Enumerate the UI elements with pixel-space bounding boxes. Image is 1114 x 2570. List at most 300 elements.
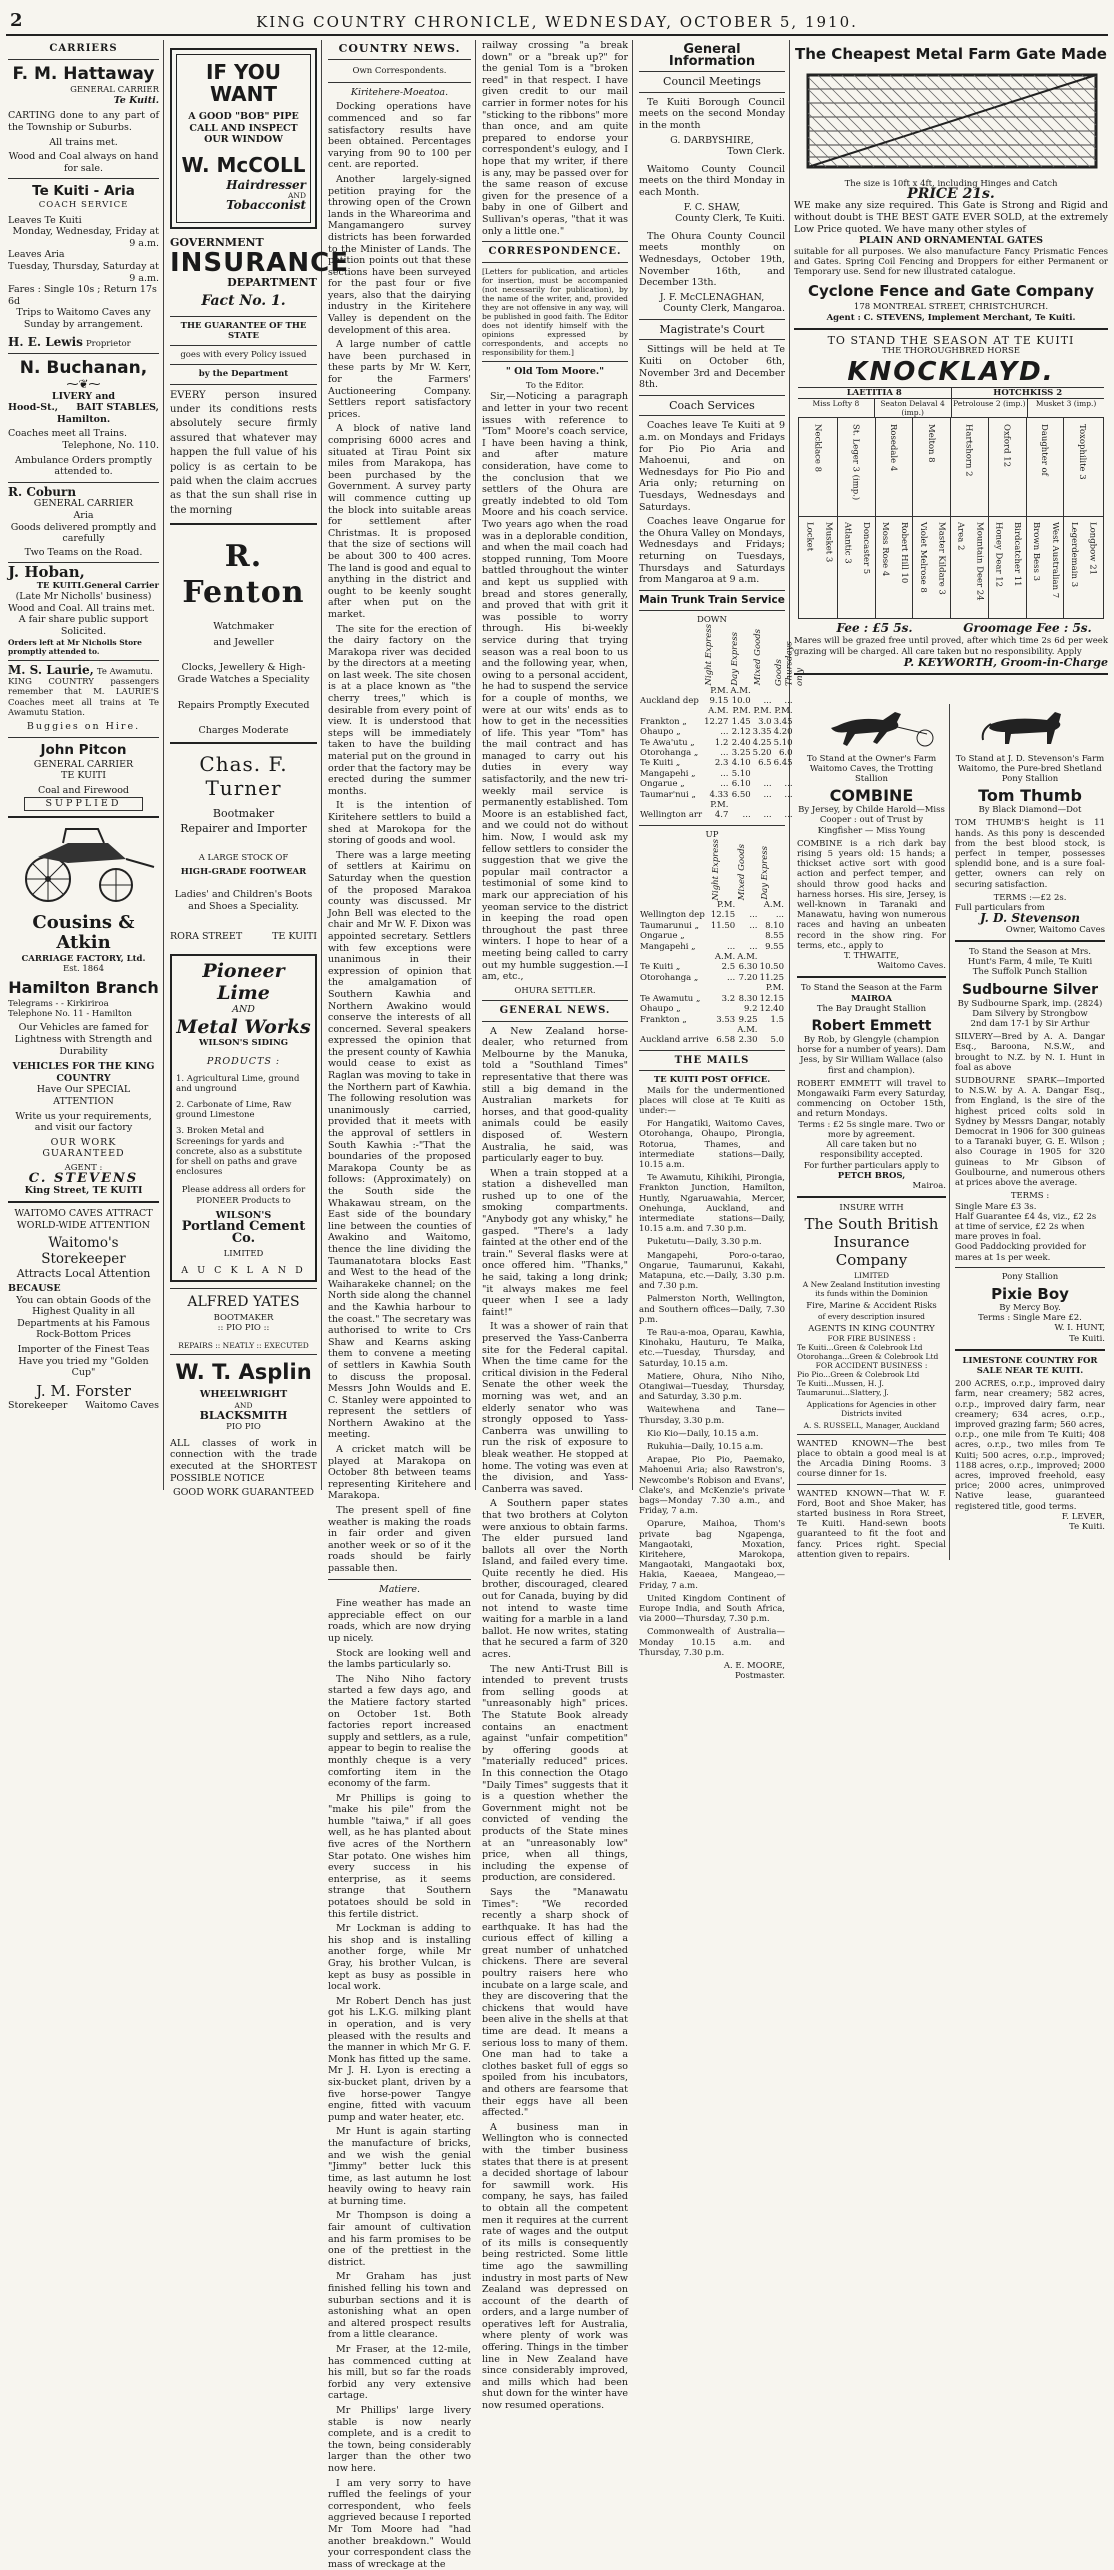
timetable-time: ... <box>775 910 784 921</box>
thumb-line: Full particulars from <box>955 903 1045 914</box>
page-number: 2 <box>10 10 23 31</box>
cousins-agent-label: AGENT : <box>64 1162 103 1173</box>
timetable-station <box>639 706 703 716</box>
sbritish-agent: Te Kuiti...Mussen, H. J. <box>797 1378 884 1388</box>
lime-line: WILSON'S SIDING <box>198 1037 288 1048</box>
timetable-col-header: Mixed Goods <box>752 629 763 686</box>
timetable-time: 12.40 <box>759 1004 784 1015</box>
hattaway-trains: All trains met. <box>49 136 118 148</box>
column-gate-and-stallions <box>792 40 1110 1560</box>
letter-signature: OHURA SETTLER. <box>514 985 596 996</box>
fenton-name: R. Fenton <box>182 539 305 611</box>
tom-thumb-name: Tom Thumb <box>978 786 1082 806</box>
timetable-time: 6.0 <box>779 747 793 758</box>
insurance-text: EVERY person insured under its conditions rests absolutely secure firmly assured that whatever may happen the full value of his policy is as certain to be paid when the claim accrues as that the sun shall rise in the morning <box>170 389 317 516</box>
timetable-time: 6.45 <box>773 758 793 769</box>
emmett-pedigree: By Rob, by Glengyle (champion horse for a number of years). Dam Jess, by Sir William Wallace (also first and champion). <box>797 1035 946 1076</box>
timetable-time: A.M. <box>708 706 729 717</box>
article-paragraph: Mr Phillips' large livery stable is now nearly complete, and is a credit to the town, being considerably larger than the other two now here. <box>328 2404 471 2474</box>
post-office-heading: TE KUITI POST OFFICE. <box>653 1075 771 1086</box>
coburn-line: GENERAL CARRIER <box>33 498 134 510</box>
column-carriers <box>4 40 164 1490</box>
timetable-time: P.M. <box>732 706 751 717</box>
timetable-station: Otorohanga „ <box>640 972 699 983</box>
turner-street: RORA STREET <box>170 930 243 942</box>
mccoll-line: IF YOU WANT <box>205 60 282 106</box>
fenton-line: Repairs Promptly Executed <box>177 699 310 711</box>
gate-text: WE make any size required. This Gate is Strong and Rigid and without doubt is THE BEST GATE EVER SOLD, at the extremely Low Price quoted. We have many other styles of <box>794 200 1108 235</box>
timetable-time: 3.45 <box>773 716 793 727</box>
waitomo-teas: Importer of the Finest Teas <box>17 1344 150 1356</box>
limestone-text: 200 ACRES, o.r.p., improved dairy farm, near creamery; 582 acres, o.r.p., improved dairy farm, near creamery; 634 acres, o.r.p., improved grazing farm; 560 acres, o.r.p., one mile from Te Kuiti; 408 acres, o.r.p., two miles from Te Kuiti; 500 acres, o.r.p., improved; 1188 acres, o.r.p., improved; 2000 acres, improved freehold, easy price; 2000 acres, unimproved Native lease, guaranteed registered title, good terms. <box>955 1379 1105 1512</box>
timetable-row <box>639 931 785 941</box>
mccoll-ad <box>170 48 317 229</box>
lime-cement: Portland Cement Co. <box>181 1219 306 1246</box>
aria-line: Leaves Te Kuiti <box>8 214 82 226</box>
pedigree-cell: Petrolouse 2 (imp.) <box>952 399 1029 417</box>
timetable-time: 11.25 <box>759 972 784 983</box>
waitomo-line: WAITOMO CAVES ATTRACT WORLD-WIDE ATTENTION <box>14 1208 153 1231</box>
timetable-time <box>752 769 773 779</box>
pedigree-cell: Seaton Delaval 4 (imp.) <box>875 399 952 417</box>
timetable-row <box>639 758 794 768</box>
aria-coach-name: Te Kuiti - Aria <box>32 183 135 200</box>
gate-caption: The size is 10ft x 4ft, including Hinges and Catch <box>844 178 1058 189</box>
timetable-time: ... <box>784 810 793 821</box>
up-heading: UP <box>705 829 719 840</box>
timetable-station: Te Awamutu „ <box>640 993 701 1004</box>
asplin-place: PIO PIO <box>226 1421 261 1432</box>
article-paragraph: Mr Hunt is again starting the manufacture of bricks, and we wish the genial "Jimmy" better luck this time, as last autumn he lost heavily owing to heavy rain at burning time. <box>328 2126 471 2207</box>
pitcon-line: GENERAL CARRIER <box>33 758 134 770</box>
council-text: The Ohura County Council meets monthly on Wednesdays, October 19th, November 16th, and December 13th. <box>639 230 785 289</box>
main-trunk-heading: Main Trunk Train Service <box>639 593 785 606</box>
timetable-station: Mangapehi „ <box>640 768 696 779</box>
article-paragraph: The Niho Niho factory started a few days ago, and the Matiere factory started on October 1st. Both factories report increased supply and settlers, as a rule, appear to begin to realise the monthly cheque is a very comforting item in the economy of the farm. <box>328 1673 471 1790</box>
pixie-line: By Mercy Boy. <box>999 1302 1061 1313</box>
timetable-station: Wellington arr <box>640 810 703 821</box>
hattaway-text: CARTING done to any part of the Township or Suburbs. <box>8 110 159 133</box>
timetable-time: 3.25 <box>731 747 751 758</box>
left-sub-column <box>794 704 950 1560</box>
timetable-col-header: Goods Thursdays only <box>773 640 805 686</box>
timetable-time: 1.5 <box>770 1014 784 1025</box>
emmett-care: All care taken but no responsibility accepted. <box>820 1140 923 1161</box>
laurie-name: M. S. Laurie, <box>8 662 94 677</box>
emmett-line: To Stand the Season at the Farm <box>800 983 943 994</box>
timetable-time: ... <box>763 789 772 800</box>
mccoll-line: CALL AND INSPECT <box>189 122 298 134</box>
thumb-terms: TERMS :—£2 2s. <box>993 892 1067 903</box>
pedigree-great-grandparent: Honey Dear 12 <box>993 521 1004 587</box>
timetable-row <box>639 800 794 810</box>
timetable-time: ... <box>727 941 736 952</box>
mail-entry: Rukuhia—Daily, 10.15 a.m. <box>647 1442 764 1453</box>
column-advertisements <box>166 40 350 1499</box>
pedigree-great-grandparent: West Australian 7 <box>1049 521 1060 598</box>
timetable-time: 5.0 <box>770 1035 784 1046</box>
pitcon-supplied: SUPPLIED <box>24 797 143 811</box>
pedigree-grandparent: Necklace 8 <box>812 423 823 472</box>
waitomo-line: Attracts Local Attention <box>16 1267 151 1281</box>
sudbourne-terms: TERMS : <box>1010 1191 1050 1202</box>
pedigree-great-grandparent: Legerdemain 3 <box>1068 521 1079 587</box>
asplin-line: BLACKSMITH <box>199 1408 288 1422</box>
laurie-text: KING COUNTRY passengers remember that M. LAURIE'S Coaches meet all trains at Te Awamutu Station. <box>8 677 159 718</box>
sbritish-line: A New Zealand Institution investing its funds within the Dominion <box>802 1280 941 1299</box>
mccoll-line: Tobacconist <box>226 198 306 213</box>
gate-price: PRICE 21s. <box>907 185 995 202</box>
thwaite-place: Waitomo Caves. <box>877 961 946 972</box>
timetable-time <box>729 800 751 810</box>
timetable-station: Mangapehi „ <box>640 941 696 952</box>
buggy-illustration <box>8 823 158 905</box>
lime-line: LIMITED <box>223 1248 264 1259</box>
timetable-time <box>773 686 794 696</box>
coach-text: Coaches leave Ongarue for the Ohura Valley on Mondays, Wednesdays and Fridays; returning on Tuesdays, Thursdays and Saturdays from Mangaroa at 9 a.m. <box>639 516 785 586</box>
pedigree-grandparent: Rosedale 4 <box>888 423 899 472</box>
timetable-time: A.M. <box>737 1024 758 1035</box>
mail-entry: Mails for the undermentioned places will close at Te Kuiti as under:— <box>639 1085 785 1116</box>
lime-product: 3. Broken Metal and Screenings for yards and concrete, also as a substitute for shell on paths and grave enclosures <box>176 1126 303 1178</box>
turner-name: Chas. F. Turner <box>199 751 288 800</box>
timetable-time: 7.20 <box>738 972 758 983</box>
insurance-line: GOVERNMENT <box>170 235 264 249</box>
wanted-known-arcadia: WANTED KNOWN—The best place to obtain a good meal is at the Arcadia Dining Rooms. 3 course dinner for 1s. <box>797 1438 946 1480</box>
gate-title: The Cheapest Metal Farm Gate Made <box>795 45 1107 63</box>
sudbourne-line: Dam Silvery by Strongbow <box>972 1008 1088 1019</box>
sbritish-line: of every description insured <box>818 1311 925 1321</box>
aria-line: Leaves Aria <box>8 249 65 261</box>
timetable-time: 9.15 <box>709 695 729 706</box>
knocklayd-fee: Fee : £5 5s. <box>836 620 913 635</box>
timetable-time: 4.7 <box>714 810 729 821</box>
old-tom-moore-heading: " Old Tom Moore." <box>505 365 605 377</box>
mccoll-line: A GOOD "BOB" PIPE <box>188 111 299 122</box>
timetable-time: P.M. <box>765 983 784 994</box>
hoban-role: General Carrier <box>84 581 159 591</box>
letter-text: Sir,—Noticing a paragraph and letter in your two recent issues with reference to "Tom" Moore's coach service, I have been having a think, and after mature consideration, have come to the conclusion that we settlers of the Ohura are greatly indebted to old Tom Moore and his coach service. Two years ago when the road was in a deplorable condition, and when the mail coach had stopped running, Tom Moore battled throughout the winter and kept us supplied with bread and stores generally, and proved that with grit it was possible to worry through. His bi-weekly service during that trying season was a real boon to us and the following year, when, owing to a personal accident, he had to suspend the service for a couple of months, we were at our wits' ends as to how to get in the necessities of life. This year "Tom" has the mail contract and has managed to carry out his duties in every way satisfactorily, and the new tri-weekly mail service is permanently established. Tom Moore is an established fact, and we could not do without him. Now, I would ask my fellow settlers to consider the suggestion that we give the popular mail contractor a testimonial of some kind to mark our appreciation of his yeoman service to the district in keeping the road open throughout the past three winters. I hope to hear of a meeting being called to carry out my humble suggestion.—I am, etc., <box>482 391 628 983</box>
timetable-time: A.M. <box>737 952 758 963</box>
turner-line: Ladies' and Children's Boots and Shoes a Speciality. <box>174 889 313 912</box>
timetable-time: 2.30 <box>738 1035 758 1046</box>
down-heading: DOWN <box>697 615 727 626</box>
petch-place: Mairoa. <box>912 1180 946 1191</box>
cousins-agent-address: King Street, TE KUITI <box>24 1184 143 1196</box>
timetable-time: 1.2 <box>714 737 729 748</box>
timetable-station: Auckland dep <box>640 695 699 706</box>
timetable-station <box>639 800 703 810</box>
thumb-pedigree: By Black Diamond—Dot <box>978 805 1082 816</box>
turner-town: TE KUITI <box>272 930 317 942</box>
pedigree-grandparent: Hartshorn 2 <box>963 423 974 477</box>
emmett-text: ROBERT EMMETT will travel to Mongawaiki Farm every Saturday, commencing on October 15th, and return Mondays. <box>797 1078 946 1120</box>
coach-services-heading: Coach Services <box>669 398 755 412</box>
timetable-time: ... <box>720 747 729 758</box>
pedigree-great-grandparent: Master Kildare 3 <box>936 521 947 595</box>
coburn-place: Aria <box>73 510 94 522</box>
timetable-row <box>639 696 794 706</box>
pedigree-header <box>798 387 1104 399</box>
sudbourne-line: 2nd dam 17-1 by Sir Arthur <box>970 1019 1090 1030</box>
emmett-apply: For further particulars apply to <box>803 1160 940 1171</box>
lime-auckland: A U C K L A N D <box>181 1264 306 1276</box>
fenton-line: Clocks, Jewellery & High-Grade Watches a Speciality <box>177 662 310 685</box>
timetable-time: ... <box>784 695 793 706</box>
waitomo-storekeeper: Waitomo's Storekeeper <box>41 1235 126 1268</box>
timetable-time: 4.20 <box>773 727 793 738</box>
timetable-row <box>639 717 794 727</box>
column-general-information <box>635 40 805 1682</box>
pedigree-great-grandparent: Violet Melrose 8 <box>917 521 928 593</box>
cousins-line: CARRIAGE FACTORY, Ltd. <box>21 953 146 964</box>
correspondence-note: [Letters for publication, and articles for insertion, must be accompanied (not necessarily for publication), by the name of the writer, and, provided they are not offensive in any way, will be published in good faith. The Editor does not identify himself with the opinions expressed by correspondents, and accepts no responsibility for them.] <box>482 266 628 357</box>
timetable-col-header: Day Express <box>759 846 770 901</box>
timetable-time: 10.50 <box>759 962 784 973</box>
emmett-name: Robert Emmett <box>811 1018 932 1035</box>
timetable-time: ... <box>727 972 736 983</box>
article-paragraph: Says the "Manawatu Times": "We recorded recently a sharp shock of earthquake. It has had the curious effect of killing a great number of unhatched chickens. There are several poultry raisers here who incubate on a large scale, and they are discovering that the chickens that would have been alive in the shells at that time are dead. It means a serious loss to many of them. One man had to take a clothes basket full of eggs so spoiled from his incubators, and others are fearsome that their eggs have all been affected." <box>482 1886 628 2119</box>
insurance-fact: Fact No. 1. <box>201 293 286 310</box>
lever-signature: F. LEVER, <box>1061 1511 1105 1522</box>
insurance-line: goes with every Policy issued <box>180 350 307 361</box>
thwaite-signature: T. THWAITE, <box>843 951 900 962</box>
hoban-orders: Orders left at Mr Nicholls Store promptly attended to. <box>8 637 142 656</box>
masthead <box>6 10 1108 36</box>
hoban-line: (Late Mr Nicholls' business) <box>15 591 152 603</box>
pedigree-great-grandparent: Birdcatcher 11 <box>1012 521 1023 587</box>
sbritish-line: Applications for Agencies in other Districts invited <box>806 1399 937 1418</box>
combine-name: COMBINE <box>829 786 914 806</box>
timetable-station: Te Kuiti „ <box>640 962 681 973</box>
timetable-time: P.M. <box>717 900 736 911</box>
timetable-time <box>710 1004 736 1014</box>
turner-line: A LARGE STOCK OF <box>198 852 289 863</box>
turner-line: Repairer and Importer <box>180 822 307 836</box>
insurance-title: INSURANCE <box>170 247 350 278</box>
timetable-time: 3.53 <box>716 1014 736 1025</box>
petch-signature: PETCH BROS, <box>837 1170 906 1181</box>
aria-proprietor: H. E. Lewis <box>8 334 83 349</box>
timetable-time: ... <box>763 695 772 706</box>
metal-gate-illustration <box>802 69 1102 173</box>
timetable-row <box>639 686 794 696</box>
knocklayd-line: TO STAND THE SEASON AT TE KUITI <box>827 333 1075 347</box>
yates-name: ALFRED YATES <box>187 1294 300 1311</box>
timetable-time: ... <box>763 810 772 821</box>
article-paragraph: I am very sorry to have ruffled the feelings of your correspondent, who feels aggrieved because I reported Mr Tom Moore had "had another breakdown." Would your correspondent class the mass of wreckage at the <box>328 2477 471 2570</box>
timetable-time: ... <box>720 779 729 790</box>
sudbourne-terms: Half Guarantee £4 4s, viz., £2 2s at time of service, £2 2s when mare proves in foal. <box>955 1211 1097 1243</box>
timetable-time: ... <box>784 779 793 790</box>
timetable-time: 6.30 <box>738 962 758 973</box>
timetable-row <box>639 769 794 779</box>
cousins-line: VEHICLES FOR THE KING COUNTRY <box>12 1061 155 1084</box>
timetable-row <box>639 779 794 789</box>
asplin-line: AND <box>234 1400 253 1410</box>
mccoll-line: OUR WINDOW <box>204 134 283 146</box>
cyclone-company: Cyclone Fence and Gate Company <box>808 282 1094 301</box>
timetable-time <box>759 952 785 962</box>
article-paragraph: A cricket match will be played at Marakopa on October 8th between teams representing Kiritehere and Marakopa. <box>328 1444 471 1502</box>
timetable-col-header: Night Express <box>710 838 721 901</box>
timetable-row <box>639 952 785 962</box>
timetable-row <box>639 942 785 952</box>
coburn-line: Two Teams on the Road. <box>24 546 143 558</box>
timetable-time: 6.5 <box>758 758 772 769</box>
forster-place: Waitomo Caves <box>85 1399 159 1411</box>
sbritish-line: INSURE WITH <box>839 1203 904 1214</box>
timetable-time: 8.10 <box>765 920 784 931</box>
article-paragraph: It was a shower of rain that preserved the Yass-Canberra site for the Federal capital. When the time came for the critical division in the Federal Senate the other week the morning was wet, and an elderly senator who was strongly opposed to Yass-Canberra was unwilling to run the risk of exposure to bleak weather. He stopped at home. The voting was even at the division, and Yass-Canberra was saved. <box>482 1321 628 1495</box>
kiritehere-heading: Kiritehere-Moeatoa. <box>350 86 449 98</box>
pony-icon <box>955 704 1105 750</box>
cousins-telegrams: Telegrams - - Kirkiriroa <box>8 998 109 1009</box>
timetable-time: 2.40 <box>731 737 751 748</box>
sudbourne-terms: Single Mare £3 3s. <box>955 1201 1037 1212</box>
timetable-station: Ongarue „ <box>640 931 685 942</box>
cousins-agent-name: C. STEVENS <box>28 1171 139 1187</box>
timetable-station: Auckland arrive <box>640 1035 709 1046</box>
timetable-time: ... <box>742 810 751 821</box>
hattaway-place: Te Kuiti. <box>113 94 159 106</box>
combine-line: To Stand at the Owner's Farm Waitomo Caves, the Trotting Stallion <box>806 753 937 784</box>
asplin-name: W. T. Asplin <box>175 1360 312 1385</box>
article-paragraph: A Southern paper states that two brothers at Colyton were anxious to obtain farms. The elder pursued land ballots all over the North Island, and failed every time. Quite recently he died. His brother, discouraged, cleared out for Canada, buying by did not intend to waste time waiting for a marble in a land ballot. He now writes, stating that he secured a farm of 320 acres. <box>482 1498 628 1661</box>
pedigree-great-grandparent: Area 2 <box>955 521 966 551</box>
timetable-time: 8.30 <box>738 993 758 1004</box>
timetable-time <box>710 983 736 993</box>
hunt-signature: W. I. HUNT, <box>1054 1323 1105 1334</box>
aria-proprietor-title: Proprietor <box>85 338 131 349</box>
general-information-heading: General Information <box>668 42 756 69</box>
right-sub-column <box>952 704 1108 1532</box>
pitcon-line: Coal and Firewood <box>37 784 130 796</box>
timetable-row <box>639 1035 785 1045</box>
article-paragraph: railway crossing "a break down" or a "break up?" for the genial Tom is a "broken reed" in that respect. I have given credit to our mail carrier in former notes for his "sticking to the ribbons" more than once, and am quite prepared to endorse your correspondent's eulogy, and I hope that my writer, if there is any, may be passed over for the same reason of excuse given for the presence of a baby in one of Gilbert and Sullivan's operas, "that it was only a little one." <box>482 40 628 237</box>
timetable-time <box>752 800 773 810</box>
timetable-station: Frankton „ <box>640 716 687 727</box>
timetable-row <box>639 738 794 748</box>
lime-products: PRODUCTS : <box>206 1055 281 1067</box>
cousins-line: Our Vehicles are famed for Lightness with Strength and Durability <box>14 1022 153 1057</box>
mail-entry: Kio Kio—Daily, 10.15 a.m. <box>647 1428 759 1439</box>
pedigree-great-grandparent: Musket 3 <box>823 521 834 563</box>
timetable-time: 2.3 <box>714 758 729 769</box>
article-paragraph: A business man in Wellington who is connected with the timber business states that there is at present a decided shortage of labour for sawmill work. His company, he says, has failed to obtain all the competent men it requires at the current rate of wages and the output of its mills is consequently being restricted. Some little time ago the sawmilling industry in most parts of New Zealand was depressed on account of the dearth of orders, and a large number of operatives left for Australia, where plenty of work was offering. Things in the timber line in New Zealand have since considerably improved, and mills which had been shut down for the winter have now resumed operations. <box>482 2121 628 2412</box>
sbritish-line: FOR FIRE BUSINESS : <box>827 1333 916 1343</box>
sudbourne-terms: Good Paddocking provided for mares at 1s per week. <box>955 1242 1086 1263</box>
timetable-time: ... <box>749 910 758 921</box>
lime-line: Please address all orders for PIONEER Products to <box>181 1185 306 1206</box>
timetable-time: 1.45 <box>731 716 751 727</box>
laurie-hire: Buggies on Hire. <box>26 720 141 732</box>
fenton-line: Watchmaker <box>213 621 274 633</box>
article-paragraph: Stock are looking well and the lambs particularly so. <box>328 1647 471 1671</box>
article-paragraph: Docking operations have commenced and so far satisfactory results have been obtained. Percentages varying from 90 to 100 per cent. are reported. <box>328 101 471 171</box>
timetable-time: 3.35 <box>752 727 772 738</box>
timetable-row <box>639 790 794 800</box>
pedigree-cell: Musket 3 (imp.) <box>1035 398 1097 408</box>
timetable-time: 6.50 <box>731 789 751 800</box>
keyworth-signature: P. KEYWORTH, Groom-in-Charge <box>903 655 1108 669</box>
postmaster-title: Postmaster. <box>734 1671 785 1682</box>
lime-line: Pioneer Lime <box>202 960 285 1005</box>
article-paragraph: Another largely-signed petition praying for the throwing open of the Crown lands in the Whareorima and Mangamangero survey districts has been forwarded to the Minister of Lands. The petition points out that these sections have been surveyed for the past four or five years, also that the dairying industry in the Kiritehere Valley is dependent on the development of this area. <box>328 173 471 336</box>
gate-plain-ornamental: PLAIN AND ORNAMENTAL GATES <box>859 235 1043 247</box>
yates-line: REPAIRS :: NEATLY :: EXECUTED <box>178 1341 309 1351</box>
council-text: Te Kuiti Borough Council meets on the second Monday in the month <box>639 96 785 131</box>
timetable-station: Ohaupo „ <box>640 727 681 738</box>
timetable-time: 3.2 <box>721 993 736 1004</box>
article-paragraph: Mr Lockman is adding to his shop and is installing another forge, while Mr Gray, his brother Vulcan, is kept as busy as possible in local work. <box>328 1923 471 1993</box>
timetable-col-header: Day Express <box>730 631 741 686</box>
timetable-col-header: Night Express <box>704 624 715 686</box>
postmaster-name: A. E. MOORE, <box>723 1661 785 1672</box>
timetable-time: 12.27 <box>704 716 729 727</box>
sudbourne-name: Sudbourne Silver <box>961 981 1099 998</box>
mail-entry: Waitewhena and Tane—Thursday, 3.30 p.m. <box>639 1405 785 1426</box>
lever-place: Te Kuiti. <box>1069 1521 1105 1532</box>
cyclone-address: 178 MONTREAL STREET, CHRISTCHURCH. <box>853 302 1049 313</box>
aria-coach-sub: COACH SERVICE <box>38 200 129 211</box>
buchanan-phone: Telephone, No. 110. <box>62 440 159 452</box>
sbritish-manager: A. S. RUSSELL, Manager, Auckland <box>803 1420 940 1430</box>
timetable-station <box>639 900 710 910</box>
coach-text: Coaches leave Te Kuiti at 9 a.m. on Mondays and Fridays for Pio Pio Aria and Mahoenui, and on Wednesdays for Pio Pio and Aria only; returning on Tuesdays, Wednesdays and Saturdays. <box>639 420 785 513</box>
article-paragraph: A large number of cattle have been purchased in these parts by Mr W. Kerr, for the Farmers' Auctioneering Company. Settlers report satisfactory prices. <box>328 339 471 420</box>
timetable-station: Te Kuiti „ <box>640 758 681 769</box>
coburn-name: R. Coburn <box>8 484 77 499</box>
timetable-row <box>639 900 785 910</box>
council-title: County Clerk, Mangaroa. <box>663 303 785 315</box>
sudbourne-text: SILVERY—Bred by A. A. Dangar Esq., Baroona, N.S.W., and brought to N.Z. by N. I. Hunt in foal as above <box>955 1032 1105 1073</box>
hoban-place: TE KUITI. <box>36 581 85 591</box>
magistrates-court-heading: Magistrate's Court <box>659 322 765 336</box>
knocklayd-text: Mares will be grazed free until proved, after which time 2s 6d per week grazing will be charged. All care taken but no responsibility. Apply <box>794 636 1108 657</box>
pedigree-grandparent: Melton 8 <box>925 423 936 463</box>
sbritish-agent: Taumarunui...Slattery, J. <box>797 1387 889 1397</box>
pixie-line: Pony Stallion <box>1001 1271 1059 1282</box>
mccoll-line: Hairdresser <box>226 177 306 192</box>
pixie-boy-name: Pixie Boy <box>991 1284 1069 1303</box>
asplin-text: ALL classes of work in connection with the trade executed at the SHORTEST POSSIBLE NOTICE <box>170 1437 317 1484</box>
mail-entry: Oparure, Maihoa, Thom's private bag Ngapenga, Mangaotaki, Moxation, Kiritehere, Marokopa, Mangaotaki, Mangaotaki box, Hakia, Kaeaea, Mangeao,—Friday, 7 a.m. <box>639 1519 785 1591</box>
article-paragraph: Mr Phillips is going to "make his pile" from the humble "taiwa," if all goes well, as he has planted about five acres of the Northern Star potato. One wishes him every success in his enterprise, as it seems strange that Southern potatoes should be sold in this fertile district. <box>328 1792 471 1920</box>
emmett-terms: Terms : £2 5s single mare. Two or more by agreement. <box>798 1119 945 1140</box>
sudbourne-line: To Stand the Season at Mrs. Hunt's Farm, 4 mile, Te Kuiti <box>967 947 1093 968</box>
article-paragraph: The site for the erection of the dairy factory on the Marakopa river was decided by the directors at a meeting on last week. The site chosen is at a place known as "the cherry trees," which is desirable from every point of view. It is understood that steps will be immediately taken to have the building material put on the ground in order that the factory may be erected during the summer months. <box>328 623 471 797</box>
sbritish-agent: Otorohanga...Green & Colebrook Ltd <box>797 1351 939 1361</box>
timetable-time: P.M. <box>710 685 729 696</box>
hoban-name: J. Hoban, <box>8 563 85 582</box>
column-country-news <box>324 40 476 2570</box>
timetable-time: 4.10 <box>731 758 751 769</box>
waitomo-because: BECAUSE <box>8 1283 61 1295</box>
timetable-time: 2.12 <box>731 727 751 738</box>
mail-entry: Arapae, Pio Pio, Paemako, Mahoenui Aria; also Rawstron's, Newcombe's Robison and Evans', Clake's, and McKenzie's private bags—Monday 7.30 a.m., and Friday, 7 a.m. <box>639 1455 785 1517</box>
timetable-time: 4.25 <box>752 737 772 748</box>
timetable-col-header: Mixed Goods <box>737 843 748 901</box>
timetable-time: P.M. <box>710 800 729 811</box>
timetable-station <box>639 983 710 993</box>
thumb-text: TOM THUMB'S height is 11 hands. As this pony is descended from the best blood stock, is perfect in temper, possesses splendid bone, and is a sure foal-getter, owners can rely on securing satisfaction. <box>955 818 1105 890</box>
buchanan-place: Hamilton. <box>56 413 111 425</box>
hattaway-wood: Wood and Coal always on hand for sale. <box>8 151 159 174</box>
pedigree-sire: HOTCHKISS 2 <box>993 387 1063 398</box>
mail-entry: For Hangatiki, Waitomo Caves, Otorohanga, Ohaupo, Pirongia, Rotorua, Thames, and intermediate stations—Daily, 10.15 a.m. <box>639 1119 785 1170</box>
aria-line: Tuesday, Thursday, Saturday at 9 a.m. <box>8 260 159 284</box>
